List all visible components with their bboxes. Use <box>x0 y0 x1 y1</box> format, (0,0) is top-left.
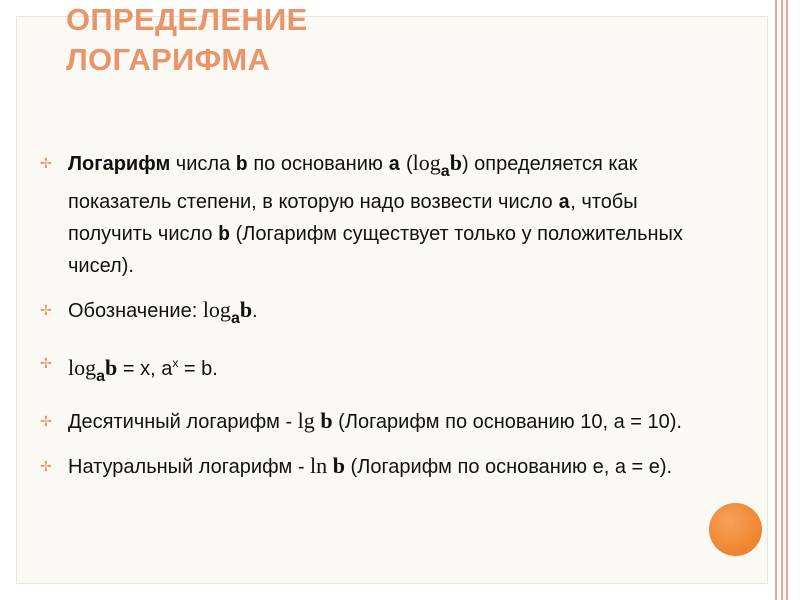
text: = b. <box>178 358 218 380</box>
title-line-1: ОПРЕДЕЛЕНИЕ <box>66 2 308 37</box>
text: ( <box>400 153 413 175</box>
right-border-line-3 <box>786 0 788 600</box>
slide-title <box>66 0 308 80</box>
bullet-icon: ✢ <box>40 302 52 318</box>
var-b: b <box>218 224 231 247</box>
list-item <box>40 295 700 334</box>
text: числа <box>170 153 236 175</box>
list-item <box>40 406 700 437</box>
list-item <box>40 348 700 392</box>
log-function: log <box>412 150 441 175</box>
text: = x, a <box>117 358 173 380</box>
exponent: x <box>172 356 179 370</box>
right-border-line-1 <box>775 0 777 600</box>
var-b: b <box>320 408 333 433</box>
definition-list <box>40 148 700 496</box>
bullet-icon: ✢ <box>40 458 52 474</box>
ln-function: ln <box>310 453 328 478</box>
var-a: a <box>388 154 401 177</box>
bullet-icon: ✢ <box>40 413 52 429</box>
var-b: b <box>235 154 248 177</box>
bullet-icon: ✢ <box>40 155 52 171</box>
list-item <box>40 451 700 482</box>
decorative-circle <box>709 503 762 556</box>
title-line-2: ЛОГАРИФМА <box>66 42 271 77</box>
text: Обозначение: <box>68 300 203 322</box>
text: . <box>252 300 258 322</box>
log-function: log <box>202 297 231 322</box>
text: , чтобы получить число <box>68 191 638 245</box>
log-base: a <box>96 368 106 385</box>
bullet-icon: ✢ <box>40 355 52 371</box>
text: ) определяется как показатель степени, в которую надо возвести число <box>68 153 638 213</box>
var-a: a <box>558 192 571 215</box>
var-b: b <box>449 150 462 175</box>
text: Натуральный логарифм - <box>68 456 311 478</box>
text: (Логарифм существует только у положительных чисел). <box>68 223 683 277</box>
log-base: a <box>440 163 450 180</box>
term-logarithm: Логарифм <box>68 153 171 175</box>
var-b: b <box>105 355 118 380</box>
lg-function: lg <box>297 408 315 433</box>
var-b: b <box>332 453 345 478</box>
log-base: a <box>230 310 240 327</box>
log-function: log <box>68 355 97 380</box>
text: (Логарифм по основанию e, a = e). <box>344 456 673 478</box>
var-b: b <box>239 297 253 322</box>
right-border-line-2 <box>781 0 783 600</box>
list-item <box>40 148 700 281</box>
text: по основанию <box>247 153 389 175</box>
right-band <box>768 0 800 600</box>
text: Десятичный логарифм - <box>68 411 298 433</box>
text: (Логарифм по основанию 10, a = 10). <box>332 411 682 433</box>
